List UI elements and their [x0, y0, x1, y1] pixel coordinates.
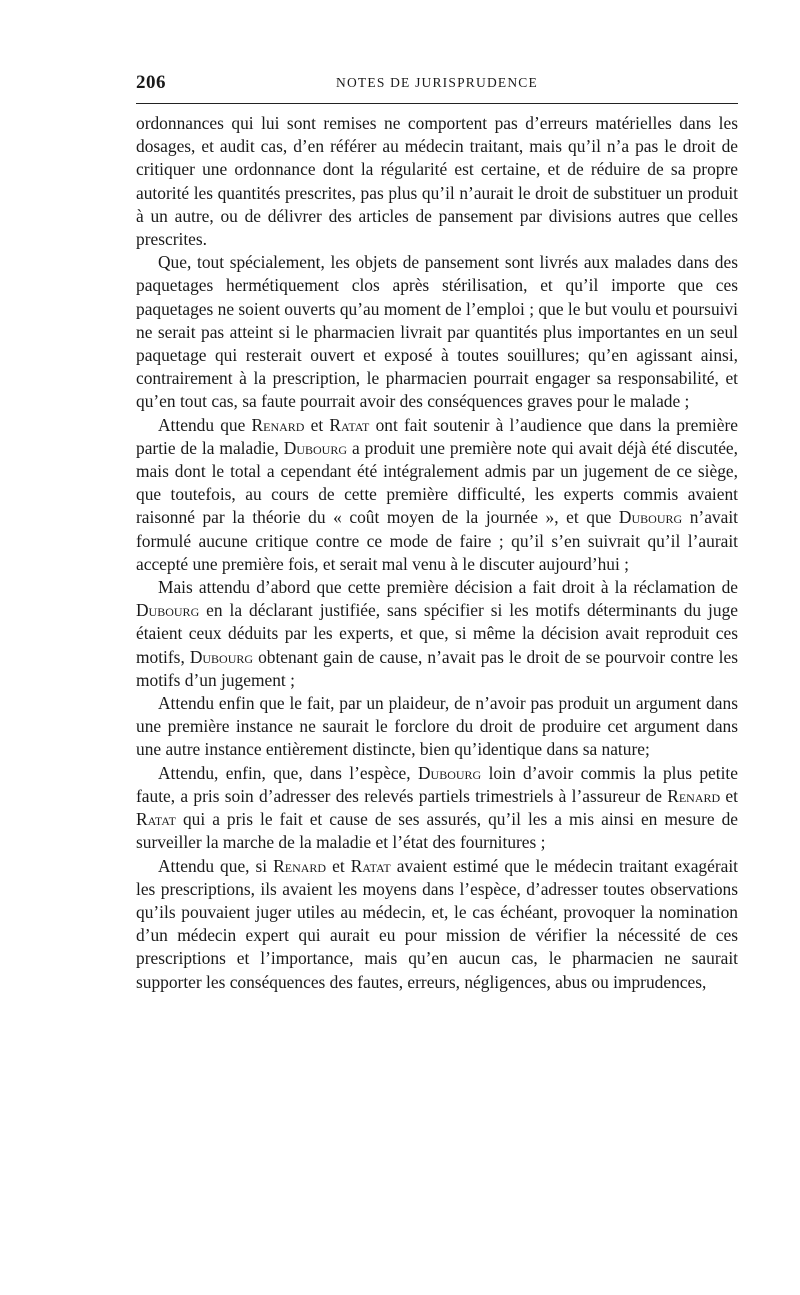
paragraph: [136, 576, 738, 692]
text-run: Mais attendu d’abord que cette première décision a fait droit à la réclamation de: [158, 577, 738, 598]
paragraph: [136, 762, 738, 855]
body-text: [136, 112, 738, 994]
text-run: n’avait formulé aucune critique contre ce mode de faire ; qu’il s’en suivrait qu’il l’aurait accepté une première fois, et serait mal venu à le discuter aujourd’hui ;: [136, 507, 738, 574]
text-run: Attendu que: [158, 414, 252, 435]
party-name: Dubourg: [189, 646, 254, 667]
party-name: Dubourg: [618, 507, 683, 528]
party-name: Renard: [273, 855, 327, 876]
paragraph-continued: [136, 112, 738, 251]
paragraph: [136, 855, 738, 994]
paragraph: [136, 414, 738, 576]
text-run: a produit une première note qui avait déjà été discutée, mais dont le total a cependant été intégralement admis par un jugement de ce siège, que toutefois, au cours de cette première difficulté, les experts commis avaient raisonné par la théorie du « coût moyen de la journée », et que: [136, 437, 738, 528]
text-run: avaient estimé que le médecin traitant exagérait les prescriptions, ils avaient les moyens dans l’espèce, d’adresser toutes observations qu’ils pouvaient juger utiles au médecin, et, le cas échéant, provoquer la nomination d’un médecin expert qui aurait eu pour mission de vérifier la nécessité de ces prescriptions et l’importance, mais qu’en aucun cas, le pharmacien ne saurait supporter les conséquences des fautes, erreurs, négligences, abus ou imprudences,: [136, 855, 738, 992]
text-run: et: [326, 855, 351, 876]
text-run: et: [304, 414, 330, 435]
party-name: Renard: [251, 414, 305, 435]
book-page: [136, 62, 738, 994]
text-run: et: [720, 785, 738, 806]
running-title: NOTES DE JURISPRUDENCE: [336, 75, 538, 90]
party-name: Dubourg: [417, 762, 482, 783]
text-run: loin d’avoir commis la plus petite faute, a pris soin d’adresser des relevés partiels trimestriels à l’assureur de: [136, 762, 738, 806]
party-name: Ratat: [350, 855, 391, 876]
text-run: Que, tout spécialement, les objets de pansement sont livrés aux malades dans des paquetages hermétiquement clos après stérilisation, et qu’il importe que ces paquetages ne soient ouverts qu’au moment de l’emploi ; que le but voulu et poursuivi ne serait pas atteint si le pharmacien livrait par quantités plus importantes en un seul paquetage qui resterait ouvert et exposé à toutes souillures; qu’en agissant ainsi, contrairement à la prescription, le pharmacien pourrait engager sa responsabilité, et qu’en tout cas, sa faute pourrait avoir des conséquences graves pour le malade ;: [136, 252, 738, 412]
party-name: Ratat: [329, 414, 370, 435]
running-header: [136, 62, 738, 96]
party-name: Dubourg: [136, 600, 200, 621]
paragraph: [136, 692, 738, 762]
text-run: Attendu que, si: [158, 855, 274, 876]
text-run: ont fait soutenir à l’audience que dans la première partie de la maladie,: [136, 414, 738, 458]
text-run: qui a pris le fait et cause de ses assurés, qu’il les a mis ainsi en mesure de surveiller la marche de la maladie et l’état des fournitures ;: [136, 809, 738, 853]
text-run: Attendu, enfin, que, dans l’espèce,: [158, 762, 418, 783]
text-run: en la déclarant justifiée, sans spécifier si les motifs déterminants du juge étaient ceux déduits par les experts, et que, si même la décision avait reproduit ces motifs,: [136, 600, 738, 667]
party-name: Dubourg: [283, 437, 348, 458]
text-run: Attendu enfin que le fait, par un plaideur, de n’avoir pas produit un argument dans une première instance ne saurait le forclore du droit de produire cet argument dans une autre instance entièrement distincte, bien qu’identique dans sa nature;: [136, 693, 738, 760]
party-name: Renard: [667, 785, 721, 806]
paragraph: [136, 251, 738, 413]
party-name: Ratat: [136, 809, 176, 830]
page-number: 206: [136, 72, 166, 93]
header-rule: [136, 103, 738, 104]
text-run: obtenant gain de cause, n’avait pas le droit de se pourvoir contre les motifs d’un jugement ;: [136, 646, 738, 690]
text-run: ordonnances qui lui sont remises ne comportent pas d’erreurs matérielles dans les dosages, et audit cas, d’en référer au médecin traitant, mais qu’il n’a pas le droit de critiquer une ordonnance dont la régularité est certaine, et de réduire de sa propre autorité les quantités prescrites, pas plus qu’il n’aurait le droit de substituer un produit à un autre, ou de délivrer des articles de pansement par divisions autres que celles prescrites.: [136, 113, 738, 250]
